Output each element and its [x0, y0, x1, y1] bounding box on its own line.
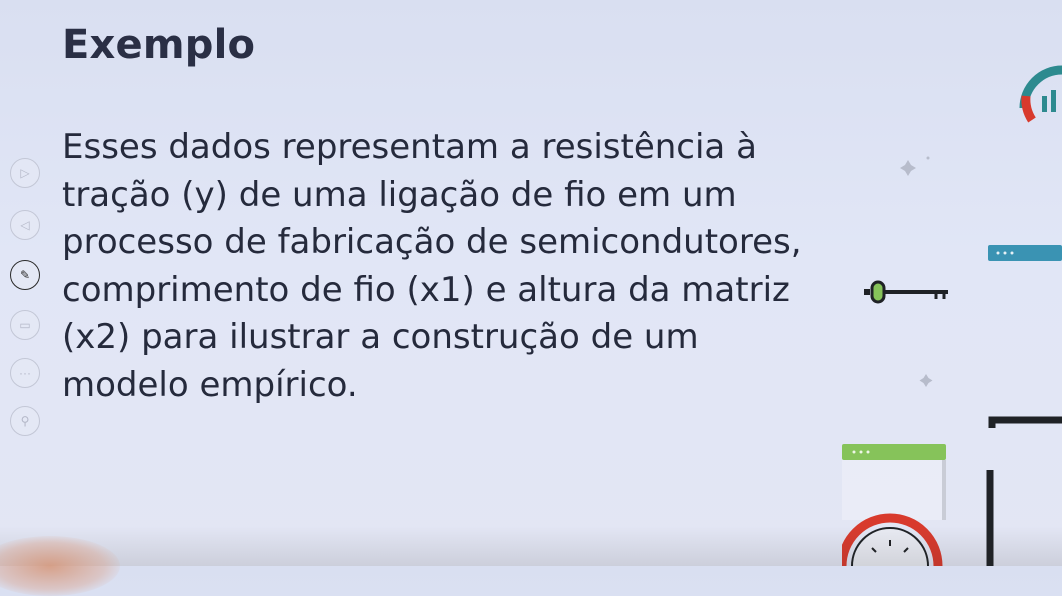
finger-blur [0, 536, 120, 596]
play-next-icon: ▷ [20, 166, 30, 180]
window-bar-icon [988, 245, 1062, 261]
decorative-illustration [842, 0, 1062, 566]
next-slide-button[interactable] [10, 158, 40, 188]
body-line: (x2) para ilustrar a construção de um [62, 317, 699, 357]
more-options-button[interactable] [10, 358, 40, 388]
slide-body-text [62, 124, 862, 409]
body-line: Esses dados representam a resistência à [62, 127, 757, 167]
zoom-button[interactable] [10, 406, 40, 436]
body-line: processo de fabricação de semicondutores, [62, 222, 802, 262]
more-options-icon: ··· [19, 366, 31, 380]
body-line: modelo empírico. [62, 364, 358, 405]
body-line: tração (y) de uma ligação de fio em um [62, 174, 737, 215]
magnifier-icon: ⚲ [20, 414, 30, 428]
slides-icon: ▭ [19, 318, 31, 332]
pen-icon: ✎ [19, 268, 31, 282]
play-prev-icon: ◁ [20, 218, 30, 232]
screen-edge-shadow [0, 526, 1062, 566]
slide-title: Exemplo [62, 22, 256, 68]
body-line: comprimento de fio (x1) e altura da matriz [62, 269, 790, 310]
key-icon [864, 282, 948, 302]
previous-slide-button[interactable] [10, 210, 40, 240]
window-bar-icon [842, 444, 946, 520]
pen-tool-button[interactable] [10, 260, 40, 290]
gauge-icon [1024, 70, 1062, 120]
see-all-slides-button[interactable] [10, 310, 40, 340]
